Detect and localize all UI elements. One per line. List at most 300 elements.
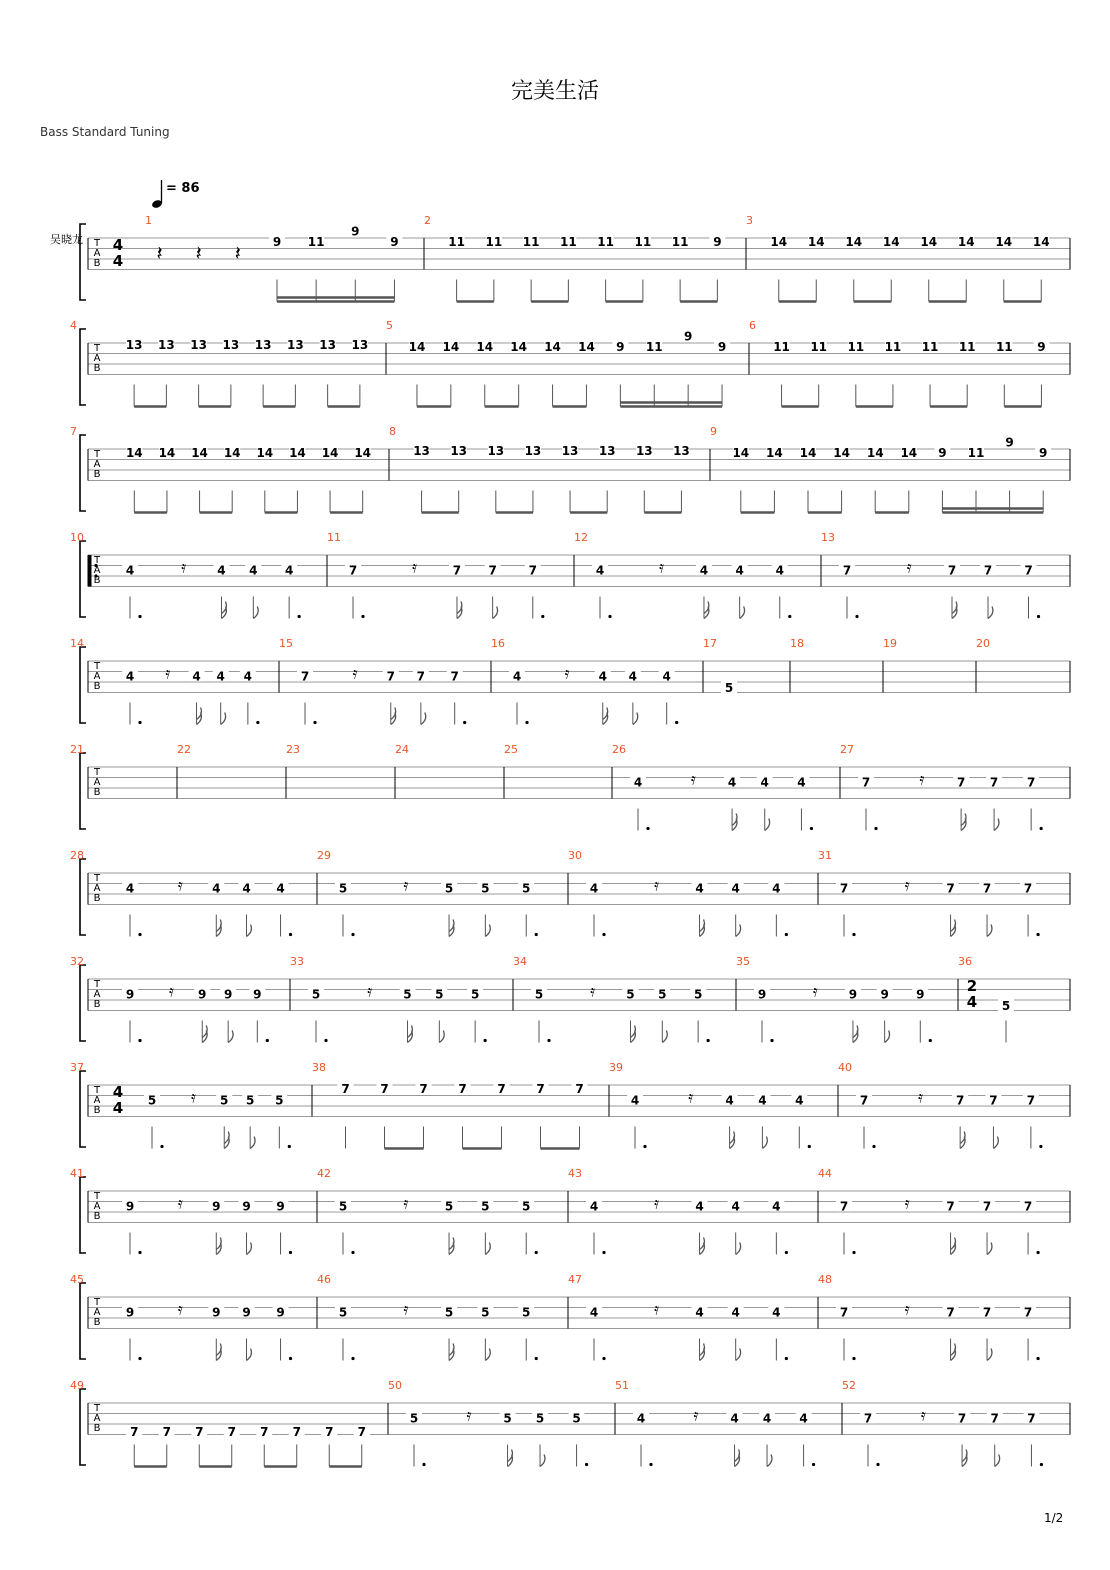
quarter-rest: 𝄽	[156, 241, 163, 265]
sixteenth-flag	[216, 1238, 221, 1255]
tab-clef-letter: B	[93, 893, 101, 904]
fret-number: 14	[544, 340, 561, 354]
sixteenth-rest: 𝄿	[690, 769, 696, 789]
fret-number: 4	[589, 1305, 599, 1320]
fret-number: 9	[253, 987, 262, 1002]
page-number: 1/2	[1044, 1511, 1064, 1525]
dot	[1040, 1463, 1043, 1466]
dot	[585, 1463, 588, 1466]
fret-number: 7	[386, 669, 395, 684]
fret-number: 13	[125, 337, 143, 352]
measure-number: 6	[749, 319, 756, 332]
fret-number: 4	[795, 1093, 804, 1108]
measure-number: 2	[424, 214, 431, 227]
sixteenth-flag	[853, 1026, 858, 1043]
fret-number: 7	[956, 775, 966, 790]
staff-system	[80, 541, 1070, 617]
fret-number: 4	[595, 563, 605, 578]
fret-number: 9	[272, 235, 282, 249]
fret-number: 9	[880, 987, 889, 1002]
measure-number: 25	[504, 743, 518, 756]
fret-number: 7	[861, 775, 871, 790]
fret-number: 5	[481, 881, 490, 896]
fret-number: 9	[717, 340, 727, 354]
tab-clef-letter: T	[93, 1403, 101, 1414]
fret-number: 9	[198, 987, 207, 1002]
measure-number: 38	[312, 1061, 326, 1074]
fret-number: 7	[1023, 1199, 1033, 1214]
fret-number: 4	[192, 669, 201, 684]
dot	[602, 1357, 605, 1360]
fret-number: 14	[732, 446, 750, 460]
fret-number: 11	[847, 340, 865, 354]
fret-number: 4	[589, 1199, 599, 1214]
measure-number: 52	[842, 1379, 856, 1392]
measure-number: 33	[290, 955, 304, 968]
fret-number: 14	[125, 446, 143, 460]
fret-number: 11	[810, 340, 828, 354]
sixteenth-rest: 𝄿	[654, 1193, 660, 1213]
fret-number: 5	[522, 881, 531, 896]
dot	[422, 1463, 425, 1466]
staff-brace	[80, 435, 86, 511]
sixteenth-flag	[700, 920, 705, 937]
dot	[535, 1251, 538, 1254]
fret-number: 14	[510, 340, 528, 354]
sixteenth-rest: 𝄿	[906, 557, 912, 577]
fret-number: 9	[938, 446, 947, 460]
fret-number: 4	[762, 1411, 772, 1426]
time-signature-top: 4	[112, 1083, 124, 1101]
dot	[785, 933, 788, 936]
fret-number: 4	[662, 669, 671, 684]
fret-number: 9	[848, 987, 858, 1002]
tab-clef-letter: T	[93, 238, 101, 249]
fret-number: 7	[983, 563, 993, 578]
measure-number: 42	[317, 1167, 331, 1180]
fret-number: 11	[921, 340, 939, 354]
dot	[602, 933, 605, 936]
fret-number: 9	[125, 1199, 135, 1214]
fret-number: 14	[770, 235, 788, 249]
staff-brace	[80, 1071, 86, 1147]
fret-number: 11	[522, 235, 540, 249]
dot	[313, 721, 316, 724]
fret-number: 4	[695, 1305, 704, 1320]
fret-number: 7	[990, 1411, 999, 1426]
eighth-flag	[247, 1349, 252, 1361]
dot	[138, 615, 141, 618]
fret-number: 7	[357, 1425, 366, 1440]
fret-number: 4	[695, 1199, 704, 1214]
measure-number: 10	[70, 531, 84, 544]
sixteenth-flag	[221, 602, 226, 619]
sixteenth-rest: 𝄿	[812, 981, 818, 1001]
sixteenth-rest: 𝄿	[403, 1193, 409, 1213]
sixteenth-flag	[952, 602, 957, 619]
sixteenth-rest: 𝄿	[177, 875, 183, 895]
fret-number: 5	[444, 881, 454, 896]
tab-clef-letter: B	[93, 681, 101, 692]
eighth-flag	[228, 1031, 233, 1043]
fret-number: 5	[1001, 999, 1011, 1014]
eighth-flag	[253, 607, 258, 619]
fret-number: 9	[276, 1199, 285, 1214]
tab-clef-letter: A	[93, 777, 101, 788]
fret-number: 14	[995, 235, 1013, 249]
tab-clef-letter: T	[93, 979, 101, 990]
sixteenth-rest: 𝄿	[191, 1087, 196, 1107]
staff-brace	[80, 329, 86, 405]
time-signature-top: 4	[112, 236, 124, 254]
fret-number: 4	[725, 1093, 734, 1108]
dot	[160, 1145, 163, 1148]
dot	[138, 1357, 141, 1360]
fret-number: 9	[212, 1199, 221, 1214]
dot	[876, 1463, 879, 1466]
fret-number: 11	[995, 340, 1013, 354]
measure-number: 41	[70, 1167, 84, 1180]
eighth-flag	[987, 1349, 992, 1361]
fret-number: 7	[982, 1305, 992, 1320]
fret-number: 11	[645, 340, 663, 354]
sixteenth-rest: 𝄿	[403, 875, 409, 895]
measure-number: 49	[70, 1379, 84, 1392]
fret-number: 7	[260, 1425, 269, 1440]
eighth-flag	[540, 1455, 545, 1467]
fret-number: 5	[444, 1199, 454, 1214]
sixteenth-rest: 𝄿	[412, 557, 418, 577]
fret-number: 7	[859, 1093, 869, 1108]
fret-number: 7	[842, 563, 852, 578]
sixteenth-rest: 𝄿	[177, 1193, 183, 1213]
fret-number: 4	[772, 881, 781, 896]
sixteenth-rest: 𝄿	[403, 1299, 409, 1319]
sixteenth-flag	[508, 1450, 513, 1467]
fret-number: 4	[727, 775, 737, 790]
fret-number: 11	[448, 235, 465, 249]
fret-number: 14	[354, 446, 372, 460]
dot	[484, 1039, 487, 1042]
fret-number: 7	[419, 1082, 428, 1096]
sixteenth-flag	[449, 1344, 454, 1361]
fret-number: 4	[758, 1093, 767, 1108]
eighth-flag	[485, 1243, 490, 1255]
fret-number: 9	[223, 987, 233, 1002]
sixteenth-rest: 𝄿	[919, 769, 925, 789]
fret-number: 9	[1039, 446, 1048, 460]
fret-number: 7	[957, 1411, 967, 1426]
dot	[707, 1039, 710, 1042]
measure-number: 16	[491, 637, 505, 650]
fret-number: 7	[946, 881, 955, 896]
dot	[785, 1251, 788, 1254]
fret-number: 13	[319, 337, 336, 352]
fret-number: 7	[1023, 881, 1033, 896]
dot	[1036, 1357, 1039, 1360]
fret-number: 7	[162, 1425, 171, 1440]
dot	[535, 1357, 538, 1360]
fret-number: 13	[598, 443, 616, 458]
sixteenth-flag	[224, 1132, 229, 1149]
eighth-flag	[767, 1455, 772, 1467]
tab-clef-letter: B	[93, 787, 101, 798]
fret-number: 7	[497, 1082, 506, 1096]
measure-number: 19	[883, 637, 897, 650]
eighth-flag	[736, 1243, 741, 1255]
staff-brace	[80, 965, 86, 1041]
sixteenth-rest: 𝄿	[904, 1299, 910, 1319]
measure-number: 47	[568, 1273, 582, 1286]
staff-system	[80, 647, 1070, 723]
fret-number: 4	[731, 1305, 740, 1320]
fret-number: 7	[341, 1082, 350, 1096]
dot	[643, 1145, 646, 1148]
fret-number: 9	[390, 235, 399, 249]
sixteenth-rest: 𝄿	[564, 663, 570, 683]
fret-number: 7	[195, 1425, 204, 1440]
fret-number: 14	[256, 446, 274, 460]
dot	[1036, 933, 1039, 936]
fret-number: 5	[522, 1199, 531, 1214]
sixteenth-flag	[732, 814, 737, 831]
fret-number: 4	[772, 1199, 781, 1214]
fret-number: 9	[276, 1305, 285, 1320]
fret-number: 13	[450, 443, 468, 458]
fret-number: 7	[348, 563, 358, 578]
fret-number: 5	[503, 1411, 512, 1426]
measure-number: 15	[279, 637, 293, 650]
fret-number: 13	[190, 337, 207, 352]
tab-clef-letter: A	[93, 1095, 101, 1106]
dot	[138, 1251, 141, 1254]
fret-number: 4	[735, 563, 744, 578]
fret-number: 4	[125, 563, 135, 578]
dot	[852, 1251, 855, 1254]
dot	[138, 1039, 141, 1042]
dot	[1036, 1251, 1039, 1254]
sixteenth-flag	[202, 1026, 207, 1043]
fret-number: 13	[487, 443, 505, 458]
sixteenth-flag	[216, 1344, 221, 1361]
eighth-flag	[485, 925, 490, 937]
fret-number: 7	[1023, 1305, 1033, 1320]
measure-number: 27	[840, 743, 854, 756]
eighth-flag	[762, 1137, 767, 1149]
measure-number: 43	[568, 1167, 582, 1180]
sixteenth-flag	[960, 1132, 965, 1149]
tab-clef-letter: B	[93, 1211, 101, 1222]
sixteenth-flag	[216, 920, 221, 937]
dot	[463, 721, 466, 724]
staff-brace	[80, 753, 86, 829]
fret-number: 4	[276, 881, 285, 896]
dot	[855, 615, 858, 618]
dot	[602, 1251, 605, 1254]
measure-number: 21	[70, 743, 84, 756]
dot	[525, 721, 528, 724]
tab-clef-letter: B	[93, 363, 101, 374]
measure-number: 44	[818, 1167, 832, 1180]
measure-number: 8	[389, 425, 396, 438]
staff-system	[80, 1177, 1070, 1253]
eighth-flag	[987, 925, 992, 937]
tab-clef-letter: T	[93, 1085, 101, 1096]
fret-number: 5	[220, 1093, 229, 1108]
tab-clef-letter: B	[93, 1317, 101, 1328]
fret-number: 14	[408, 340, 426, 354]
tab-clef-letter: A	[93, 565, 101, 576]
eighth-flag	[736, 1349, 741, 1361]
fret-number: 7	[528, 563, 537, 578]
dot	[872, 1145, 875, 1148]
fret-number: 4	[217, 563, 226, 578]
sixteenth-flag	[197, 708, 202, 725]
fret-number: 4	[731, 881, 740, 896]
fret-number: 14	[900, 446, 918, 460]
sixteenth-rest: 𝄿	[904, 1193, 910, 1213]
eighth-flag	[250, 1137, 255, 1149]
fret-number: 14	[920, 235, 938, 249]
fret-number: 7	[575, 1082, 584, 1096]
fret-number: 7	[839, 1305, 849, 1320]
fret-number: 13	[524, 443, 542, 458]
fret-number: 11	[485, 235, 503, 249]
fret-number: 5	[245, 1093, 255, 1108]
dot	[770, 1039, 773, 1042]
eighth-flag	[493, 607, 498, 619]
measure-number: 9	[710, 425, 717, 438]
eighth-flag	[247, 1243, 252, 1255]
fret-number: 7	[946, 1199, 955, 1214]
measure-number: 32	[70, 955, 84, 968]
fret-number: 4	[212, 881, 221, 896]
eighth-flag	[993, 1137, 998, 1149]
fret-number: 5	[481, 1199, 490, 1214]
measure-number: 31	[818, 849, 832, 862]
sixteenth-rest: 𝄿	[659, 557, 665, 577]
sixteenth-flag	[457, 602, 462, 619]
fret-number: 7	[1026, 775, 1036, 790]
sixteenth-flag	[700, 1344, 705, 1361]
measure-number: 45	[70, 1273, 84, 1286]
fret-number: 7	[380, 1082, 389, 1096]
sixteenth-rest: 𝄿	[904, 875, 910, 895]
fret-number: 7	[839, 881, 849, 896]
fret-number: 5	[626, 987, 635, 1002]
fret-number: 7	[227, 1425, 236, 1440]
fret-number: 9	[212, 1305, 221, 1320]
fret-number: 4	[598, 669, 607, 684]
fret-number: 14	[799, 446, 817, 460]
sixteenth-flag	[391, 708, 396, 725]
sixteenth-flag	[603, 708, 608, 725]
eighth-flag	[740, 607, 745, 619]
measure-number: 36	[958, 955, 972, 968]
measure-number: 22	[177, 743, 191, 756]
eighth-flag	[885, 1031, 890, 1043]
fret-number: 14	[321, 446, 339, 460]
dot	[649, 1463, 652, 1466]
measure-number: 3	[746, 214, 753, 227]
dot	[1037, 615, 1040, 618]
dot	[351, 1357, 354, 1360]
sixteenth-flag	[962, 1450, 967, 1467]
eighth-flag	[765, 819, 770, 831]
fret-number: 11	[560, 235, 577, 249]
sixteenth-rest: 𝄿	[654, 875, 660, 895]
measure-number: 34	[513, 955, 527, 968]
tab-clef-letter: A	[93, 459, 101, 470]
fret-number: 9	[616, 340, 625, 354]
dot	[608, 615, 611, 618]
measure-number: 17	[703, 637, 717, 650]
eighth-flag	[439, 1031, 444, 1043]
fret-number: 11	[884, 340, 902, 354]
eighth-flag	[221, 713, 226, 725]
measure-number: 30	[568, 849, 582, 862]
fret-number: 4	[125, 881, 135, 896]
measure-number: 1	[145, 214, 152, 227]
fret-number: 5	[338, 881, 348, 896]
fret-number: 13	[222, 337, 240, 352]
sixteenth-flag	[730, 1132, 735, 1149]
fret-number: 14	[191, 446, 208, 460]
fret-number: 14	[833, 446, 850, 460]
staff-system	[80, 753, 1070, 829]
sixteenth-rest: 𝄿	[920, 1405, 926, 1425]
fret-number: 7	[452, 563, 462, 578]
eighth-flag	[247, 925, 252, 937]
fret-number: 4	[249, 563, 258, 578]
fret-number: 7	[1026, 1093, 1036, 1108]
measure-number: 13	[821, 531, 835, 544]
fret-number: 9	[757, 987, 767, 1002]
staff-system	[80, 1283, 1070, 1359]
measure-number: 12	[574, 531, 588, 544]
fret-number: 11	[671, 235, 689, 249]
time-signature-bottom: 4	[112, 1099, 124, 1117]
measure-number: 24	[395, 743, 409, 756]
sixteenth-flag	[951, 1238, 956, 1255]
tab-clef-letter: B	[93, 1105, 101, 1116]
sixteenth-rest: 𝄿	[165, 663, 171, 683]
sixteenth-flag	[449, 920, 454, 937]
fret-number: 4	[512, 669, 522, 684]
dot	[289, 1357, 292, 1360]
fret-number: 4	[730, 1411, 739, 1426]
tab-clef-letter: A	[93, 1201, 101, 1212]
tab-clef-letter: A	[93, 989, 101, 1000]
measure-number: 7	[70, 425, 77, 438]
tab-clef-letter: B	[93, 575, 101, 586]
tab-clef-letter: A	[93, 1413, 101, 1424]
sixteenth-flag	[735, 1450, 740, 1467]
fret-number: 11	[634, 235, 652, 249]
fret-number: 9	[916, 987, 925, 1002]
song-title: 完美生活	[510, 79, 599, 104]
fret-number: 9	[713, 235, 722, 249]
fret-number: 7	[863, 1411, 873, 1426]
fret-number: 14	[578, 340, 595, 354]
fret-number: 5	[522, 1305, 531, 1320]
fret-number: 4	[125, 669, 135, 684]
fret-number: 14	[845, 235, 863, 249]
sixteenth-rest: 𝄿	[177, 1299, 183, 1319]
measure-number: 39	[609, 1061, 623, 1074]
fret-number: 9	[1005, 435, 1014, 450]
sixteenth-flag	[961, 814, 966, 831]
